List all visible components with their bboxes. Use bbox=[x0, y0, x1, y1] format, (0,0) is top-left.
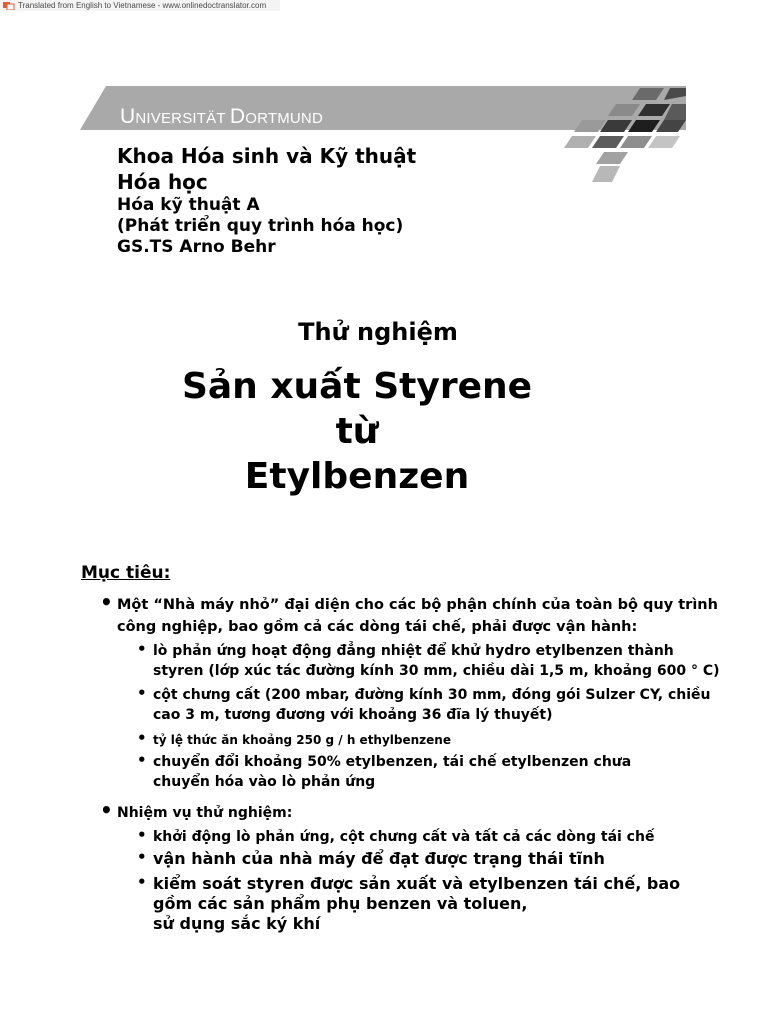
bullet-icon: • bbox=[137, 826, 147, 844]
translator-bar[interactable] bbox=[0, 0, 280, 11]
chair-detail: (Phát triển quy trình hóa học) bbox=[117, 216, 404, 236]
bullet-icon: • bbox=[137, 873, 147, 891]
document-subtitle: Thử nghiệm bbox=[298, 318, 458, 346]
bullet-icon: • bbox=[137, 729, 147, 747]
university-name: UNIVERSITÄT DORTMUND bbox=[120, 105, 323, 128]
bullet-icon: • bbox=[137, 684, 147, 702]
list-item-conversion: • chuyển đổi khoảng 50% etylbenzen, tái chế etylbenzen chưa chuyển hóa vào lò phản ứng bbox=[137, 751, 632, 790]
list-item-column: • cột chưng cất (200 mbar, đường kính 30 mm, đóng gói Sulzer CY, chiều cao 3 m, tương đương với khoảng 36 đĩa lý thuyết) bbox=[137, 684, 711, 723]
bullet-icon: • bbox=[100, 590, 113, 614]
faculty-line-2: Hóa học bbox=[117, 170, 208, 194]
list-item-analysis: • kiểm soát styren được sản xuất và etylbenzen tái chế, bao gồm các sản phẩm phụ benzen và toluen, sử dụng sắc ký khí bbox=[137, 873, 681, 933]
list-item-objective-2: • Nhiệm vụ thử nghiệm: bbox=[100, 798, 293, 822]
list-item-objective-1: • Một “Nhà máy nhỏ” đại diện cho các bộ phận chính của toàn bộ quy trình công nghiệp, bao gồm cả các dòng tái chế, phải được vận hành: bbox=[100, 590, 718, 635]
institution-header bbox=[117, 143, 416, 258]
translator-logo-icon bbox=[3, 2, 15, 10]
chair-name: Hóa kỹ thuật A bbox=[117, 195, 260, 215]
list-item-feed-rate: • tỷ lệ thức ăn khoảng 250 g / h ethylbenzene bbox=[137, 729, 451, 747]
list-item-steady-state: • vận hành của nhà máy để đạt được trạng thái tĩnh bbox=[137, 848, 605, 868]
list-item-reactor: • lò phản ứng hoạt động đẳng nhiệt để khử hydro etylbenzen thành styren (lớp xúc tác đường kính 30 mm, chiều dài 1,5 m, khoảng 600 ° C) bbox=[137, 640, 720, 679]
title-line-1: Sản xuất Styrene bbox=[181, 366, 533, 407]
bullet-icon: • bbox=[137, 751, 147, 769]
bullet-icon: • bbox=[137, 640, 147, 658]
professor-name: GS.TS Arno Behr bbox=[117, 237, 276, 257]
objectives-heading: Mục tiêu: bbox=[81, 563, 171, 583]
translator-bar-text: Translated from English to Vietnamese - www.onlinedoctranslator.com bbox=[18, 1, 267, 10]
title-line-3: Etylbenzen bbox=[244, 456, 470, 497]
document-title bbox=[0, 364, 714, 499]
bullet-icon: • bbox=[137, 848, 147, 866]
faculty-line-1: Khoa Hóa sinh và Kỹ thuật bbox=[117, 144, 417, 168]
list-item-startup: • khởi động lò phản ứng, cột chưng cất và tất cả các dòng tái chế bbox=[137, 826, 655, 845]
title-line-2: từ bbox=[335, 411, 379, 452]
dortmund-pattern-logo bbox=[560, 86, 690, 186]
bullet-icon: • bbox=[100, 798, 113, 822]
